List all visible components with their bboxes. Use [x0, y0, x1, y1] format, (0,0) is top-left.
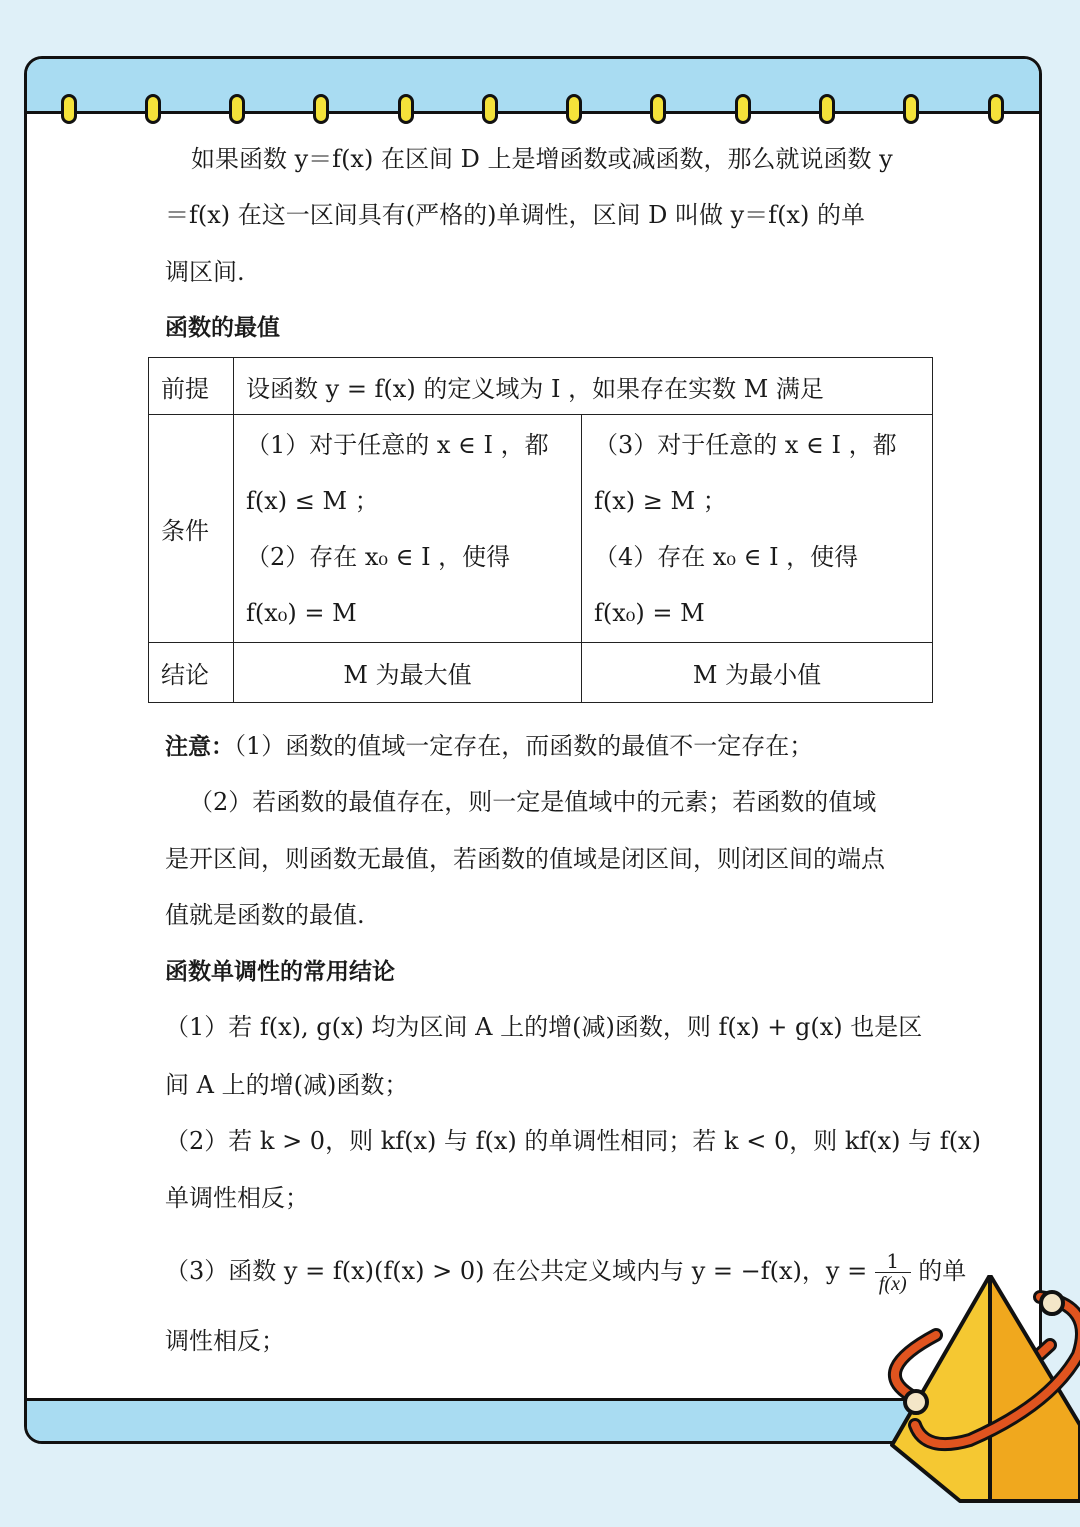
min-conclusion: M 为最小值 [582, 643, 933, 703]
fraction-numerator: 1 [875, 1250, 911, 1273]
max-conditions-cell [234, 415, 582, 643]
note-text-1: （1）函数的值域一定存在，而函数的最值不一定存在； [234, 732, 814, 760]
conclusion-3-line-1 [165, 1250, 966, 1295]
notebook-top-band [27, 59, 1039, 114]
table-row-conclusion [149, 643, 933, 703]
premise-label: 前提 [149, 358, 234, 415]
min-condition-line: f(x₀) = M [594, 598, 705, 627]
section-title-monotonic: 函数单调性的常用结论 [165, 959, 395, 985]
max-conclusion: M 为最大值 [234, 643, 582, 703]
conclusion-3-tail: 的单 [918, 1257, 967, 1285]
binder-ring [482, 94, 498, 124]
intro-line-1: 如果函数 y＝f(x) 在区间 D 上是增函数或减函数，那么就说函数 y [191, 145, 893, 173]
table-row-premise [149, 358, 933, 415]
min-conditions-cell [582, 415, 933, 643]
binder-ring [398, 94, 414, 124]
max-condition-line: （1）对于任意的 x ∈ I ，都 [246, 430, 549, 459]
intro-line-2: ＝f(x) 在这一区间具有(严格的)单调性，区间 D 叫做 y＝f(x) 的单 [165, 201, 865, 229]
extremum-table [148, 357, 933, 703]
intro-line-3: 调区间. [165, 258, 245, 286]
max-condition-line: f(x) ≤ M ； [246, 486, 379, 515]
note-line-4: 值就是函数的最值. [165, 901, 365, 929]
note-label: 注意： [165, 734, 234, 760]
conclusion-1-line-1: （1）若 f(x), g(x) 均为区间 A 上的增(减)函数，则 f(x) + g(x) 也是区 [165, 1013, 923, 1041]
min-condition-line: f(x) ≥ M ； [594, 486, 727, 515]
note-line-1 [165, 730, 813, 763]
binder-ring [819, 94, 835, 124]
min-condition-line: （3）对于任意的 x ∈ I ，都 [594, 430, 897, 459]
condition-label: 条件 [149, 415, 234, 643]
binder-ring [313, 94, 329, 124]
max-condition-line: f(x₀) = M [246, 598, 357, 627]
binder-ring [735, 94, 751, 124]
binder-ring [61, 94, 77, 124]
binder-ring [650, 94, 666, 124]
conclusion-2-line-1: （2）若 k > 0，则 kf(x) 与 f(x) 的单调性相同；若 k < 0，则 kf(x) 与 f(x) [165, 1127, 981, 1155]
conclusion-2-line-2: 单调性相反； [165, 1184, 309, 1212]
binder-ring [229, 94, 245, 124]
table-row-condition [149, 415, 933, 643]
conclusion-label: 结论 [149, 643, 234, 703]
conclusion-3-text: （3）函数 y = f(x)(f(x) > 0) 在公共定义域内与 y = −f(x)，y = [165, 1257, 868, 1285]
conclusion-3-line-2: 调性相反； [165, 1327, 285, 1355]
premise-text: 设函数 y = f(x) 的定义域为 I ，如果存在实数 M 满足 [234, 358, 933, 415]
note-line-2: （2）若函数的最值存在，则一定是值域中的元素；若函数的值域 [189, 788, 877, 816]
max-condition-line: （2）存在 x₀ ∈ I ，使得 [246, 542, 511, 571]
min-condition-line: （4）存在 x₀ ∈ I ，使得 [594, 542, 859, 571]
binder-ring [988, 94, 1004, 124]
fraction-denominator: f(x) [878, 1273, 907, 1295]
binder-ring [903, 94, 919, 124]
conclusion-1-line-2: 间 A 上的增(减)函数； [165, 1071, 409, 1099]
binder-ring [566, 94, 582, 124]
pyramid-decoration [880, 1275, 1080, 1505]
note-line-3: 是开区间，则函数无最值，若函数的值域是闭区间，则闭区间的端点 [165, 845, 885, 873]
section-title-extremum: 函数的最值 [165, 315, 280, 341]
binder-ring [145, 94, 161, 124]
